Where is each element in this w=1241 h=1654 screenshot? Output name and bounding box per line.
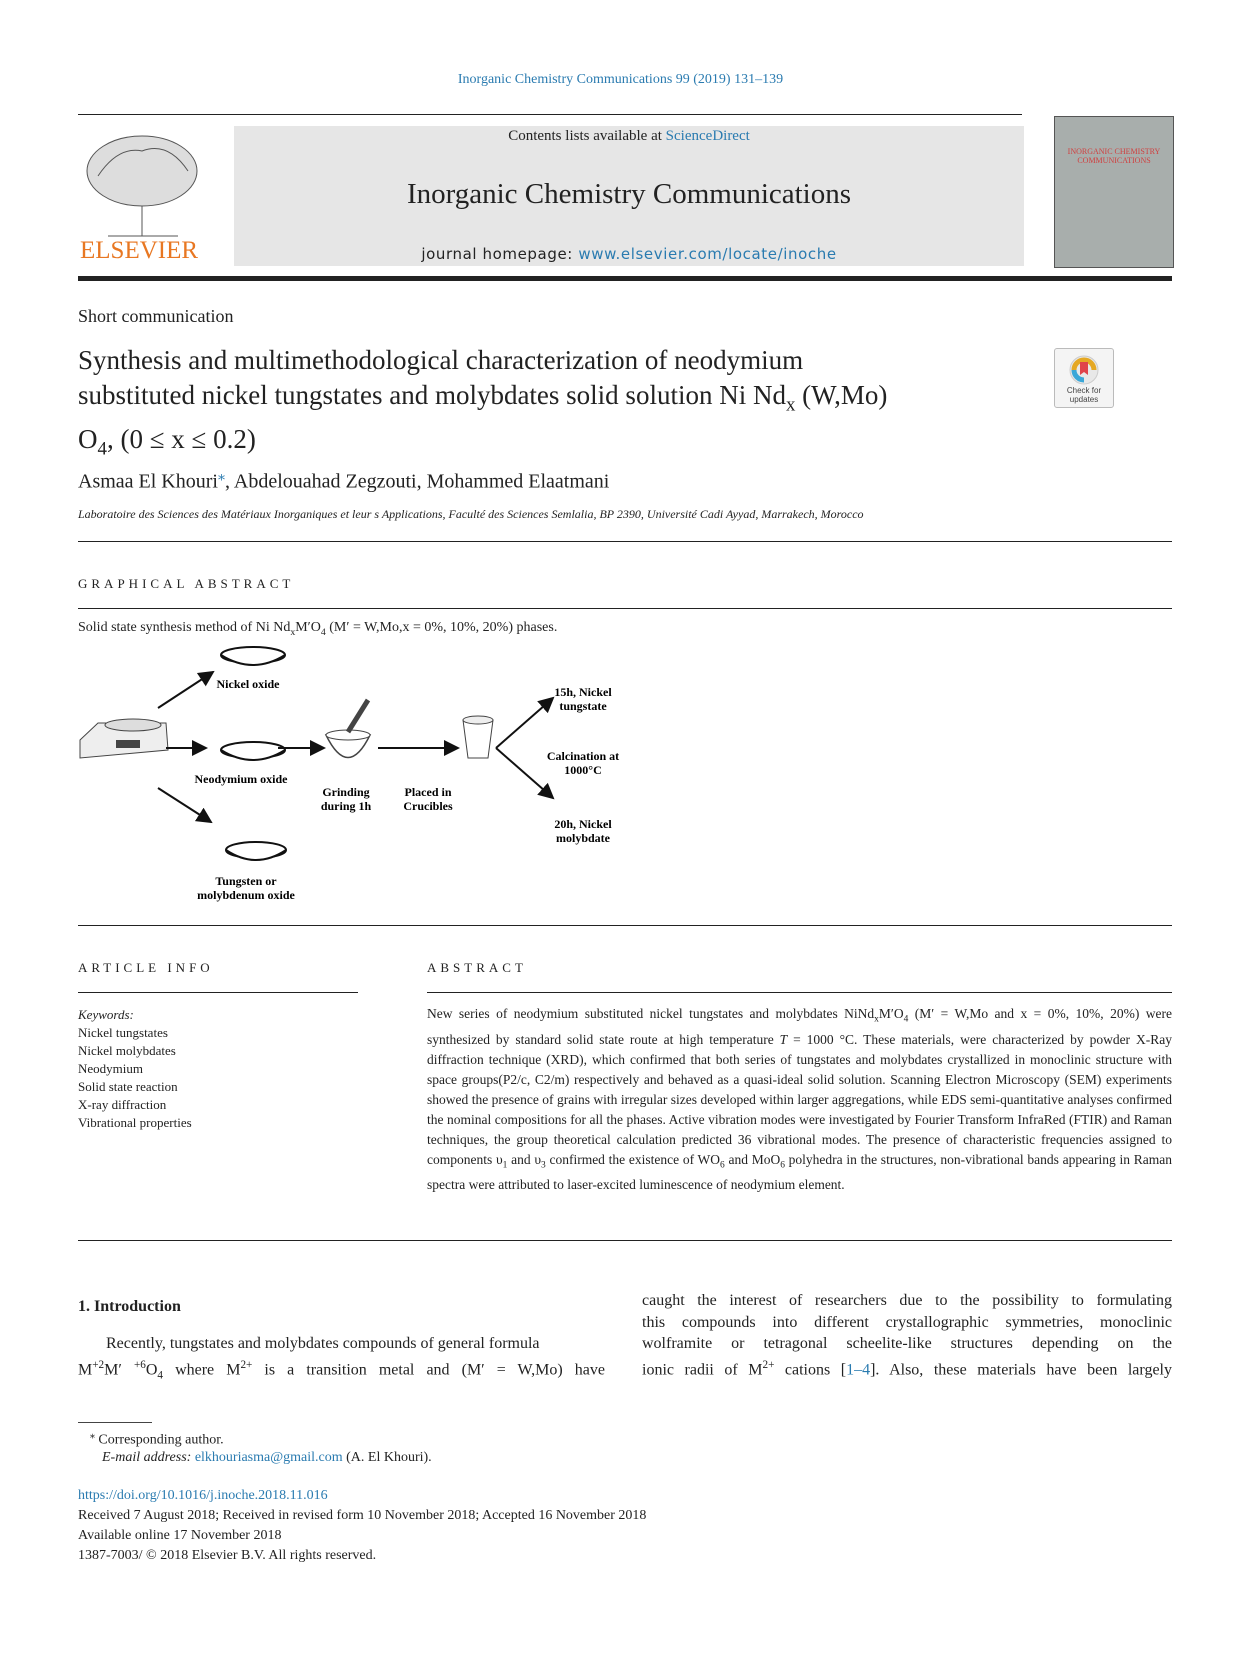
email-note: E-mail address: elkhouriasma@gmail.com (A. El Khouri). (102, 1450, 432, 1465)
intro-left-line-2: $M^{+2}M'$ $^{+6}O_4$ where $M^{2+}$ is a transition metal and (M′ = W,Mo) have (78, 1358, 605, 1382)
received-dates: Received 7 August 2018; Received in revised form 10 November 2018; Accepted 16 November 2018 (78, 1508, 647, 1523)
keyword-item: Vibrational properties (78, 1115, 192, 1130)
divider (78, 1240, 1172, 1241)
label-calcination-2: 1000°C (564, 763, 602, 777)
label-placed-2: Crucibles (403, 799, 453, 813)
contents-prefix: Contents lists available at (508, 128, 662, 144)
svg-text:Check for: Check for (1066, 386, 1102, 395)
keyword-item: Solid state reaction (78, 1079, 178, 1094)
intro-left-line-1: Recently, tungstates and molybdates compounds of general formula (106, 1335, 540, 1352)
corresponding-author-note: ⁎ Corresponding author. (90, 1430, 224, 1448)
label-grinding-1: Grinding (322, 785, 370, 799)
available-online: Available online 17 November 2018 (78, 1528, 282, 1543)
email-label: E-mail address: (102, 1450, 192, 1465)
other-authors: , Abdelouahad Zegzouti, Mohammed Elaatmani (224, 470, 610, 493)
keyword-item: Neodymium (78, 1061, 143, 1076)
intro-right-line: caught the interest of researchers due to the possibility to formulating (642, 1292, 1172, 1309)
check-updates-icon (1055, 349, 1113, 407)
keyword-item: X-ray diffraction (78, 1097, 167, 1112)
doi-link[interactable]: https://doi.org/10.1016/j.inoche.2018.11.016 (78, 1488, 328, 1503)
label-calcination-1: Calcination at (546, 749, 620, 763)
journal-cover-thumbnail[interactable] (1054, 116, 1174, 268)
intro-right-line: ionic radii of $M^{2+}$ cations [1–4]. Also, these materials have been largely (642, 1358, 1172, 1378)
divider (78, 541, 1172, 542)
label-neodymium-oxide: Neodymium oxide (194, 772, 288, 786)
check-for-updates-button[interactable] (1054, 348, 1114, 408)
affiliation: Laboratoire des Sciences des Matériaux Inorganiques et leur s Applications, Faculté des Sciences Semlalia, BP 2390, Université Cadi Ayyad, Marrakech, Morocco (78, 507, 864, 521)
footnote-rule (78, 1422, 152, 1423)
thick-rule (78, 276, 1172, 281)
label-nickel-oxide: Nickel oxide (216, 677, 280, 691)
contents-line (234, 128, 1024, 145)
crucible-icon (463, 716, 493, 758)
authors (78, 468, 609, 494)
article-type: Short communication (78, 306, 234, 326)
svg-text:ELSEVIER: ELSEVIER (80, 237, 199, 264)
bottom-info (78, 1486, 646, 1566)
mortar-pestle-icon (326, 700, 370, 758)
synthesis-diagram (78, 640, 678, 920)
divider (78, 992, 358, 993)
balance-scale-icon (80, 719, 168, 758)
title-line-1: Synthesis and multimethodological characterization of neodymium (78, 345, 804, 375)
keywords (78, 1006, 192, 1132)
nickel-oxide-dish-icon (221, 647, 285, 665)
graphical-abstract-heading: GRAPHICAL ABSTRACT (78, 576, 295, 591)
tungsten-oxide-dish-icon (226, 842, 286, 860)
journal-homepage (234, 245, 1024, 263)
sciencedirect-link[interactable]: ScienceDirect (665, 128, 750, 144)
intro-right-line: wolframite or tetragonal scheelite-like structures depending on the (642, 1335, 1172, 1352)
label-grinding-2: during 1h (320, 799, 372, 813)
homepage-prefix: journal homepage: (421, 245, 573, 263)
corresponding-author-mark[interactable]: ⁎ (217, 469, 225, 484)
email-link[interactable]: elkhouriasma@gmail.com (194, 1450, 343, 1465)
abstract-heading: ABSTRACT (427, 960, 527, 975)
intro-left-column (78, 1333, 605, 1387)
abstract-text: New series of neodymium substituted nickel tungstates and molybdates $NiNd_xM'O_4$ (M′ = W,Mo and x = 0%, 10%, 20%) were synthesized by standard solid state route at high temperature T = 1000 °C. These materials, were characterized by powder X-Ray diffraction technique (XRD), which confirmed that both series of tungstates and molybdates crystallized in monoclinic structure with space groups(P2/c, C2/m) respectively and behaved as a quasi-ideal solid solution. Scanning Electron Microscopy (SEM) experiments showed the presence of grains with irregular sizes developed within larger aggregations, while EDS semi-quantitative analyses confirmed the nominal compositions for all the phases. Active vibration modes were investigated by Fourier Transform InfraRed (FTIR) and Raman techniques, the group theoretical calculation predicted 36 vibrational modes. The presence of characteristic frequencies assigned to components $\upsilon_1$ and $\upsilon_3$ confirmed the existence of $WO_6$ and MoO$_6$ polyhedra in the structures, non-vibrational bands appearing in Raman spectra were attributed to laser-excited luminescence of neodymium element. (427, 1006, 1172, 1193)
label-tungsten-1: Tungsten or (215, 874, 277, 888)
title-line-3: $O_4$, (0 ≤ x ≤ 0.2) (78, 424, 256, 460)
article-title (78, 343, 1038, 467)
introduction-heading: 1. Introduction (78, 1298, 181, 1315)
author-1: Asmaa El Khouri (78, 470, 218, 493)
label-placed-1: Placed in (404, 785, 452, 799)
label-tungsten-2: molybdenum oxide (197, 888, 295, 902)
header-rule (78, 114, 1022, 115)
neodymium-oxide-dish-icon (221, 742, 285, 760)
divider (78, 925, 1172, 926)
journal-reference[interactable]: Inorganic Chemistry Communications 99 (2019) 131–139 (457, 72, 784, 87)
elsevier-logo (78, 126, 206, 264)
journal-title: Inorganic Chemistry Communications (406, 178, 852, 210)
label-nickel-tungstate-1: 15h, Nickel (554, 685, 612, 699)
cover-title: INORGANIC CHEMISTRY COMMUNICATIONS (1067, 147, 1161, 165)
copyright: 1387-7003/ © 2018 Elsevier B.V. All rights reserved. (78, 1548, 377, 1563)
label-nickel-tungstate-2: tungstate (559, 699, 607, 713)
intro-right-column (642, 1290, 1172, 1380)
label-nickel-molybdate-1: 20h, Nickel (554, 817, 612, 831)
divider (427, 992, 1172, 993)
intro-right-line: this compounds into different crystallographic symmetries, monoclinic (642, 1313, 1172, 1331)
article-info-heading: ARTICLE INFO (78, 960, 214, 975)
divider (78, 608, 1172, 609)
homepage-link[interactable]: www.elsevier.com/locate/inoche (578, 245, 837, 263)
title-line-2: substituted nickel tungstates and molybdates solid solution Ni $Nd_x$ (W,Mo) (78, 380, 888, 416)
keyword-item: Nickel tungstates (78, 1025, 168, 1040)
graphical-abstract-caption: Solid state synthesis method of Ni $Nd_xM'O_4$ (M′ = W,Mo,x = 0%, 10%, 20%) phases. (78, 620, 558, 638)
svg-text:updates: updates (1069, 395, 1099, 404)
label-nickel-molybdate-2: molybdate (556, 831, 610, 845)
citation-link[interactable]: 1–4 (846, 1360, 871, 1378)
keyword-item: Nickel molybdates (78, 1043, 176, 1058)
keywords-label: Keywords: (78, 1007, 134, 1022)
